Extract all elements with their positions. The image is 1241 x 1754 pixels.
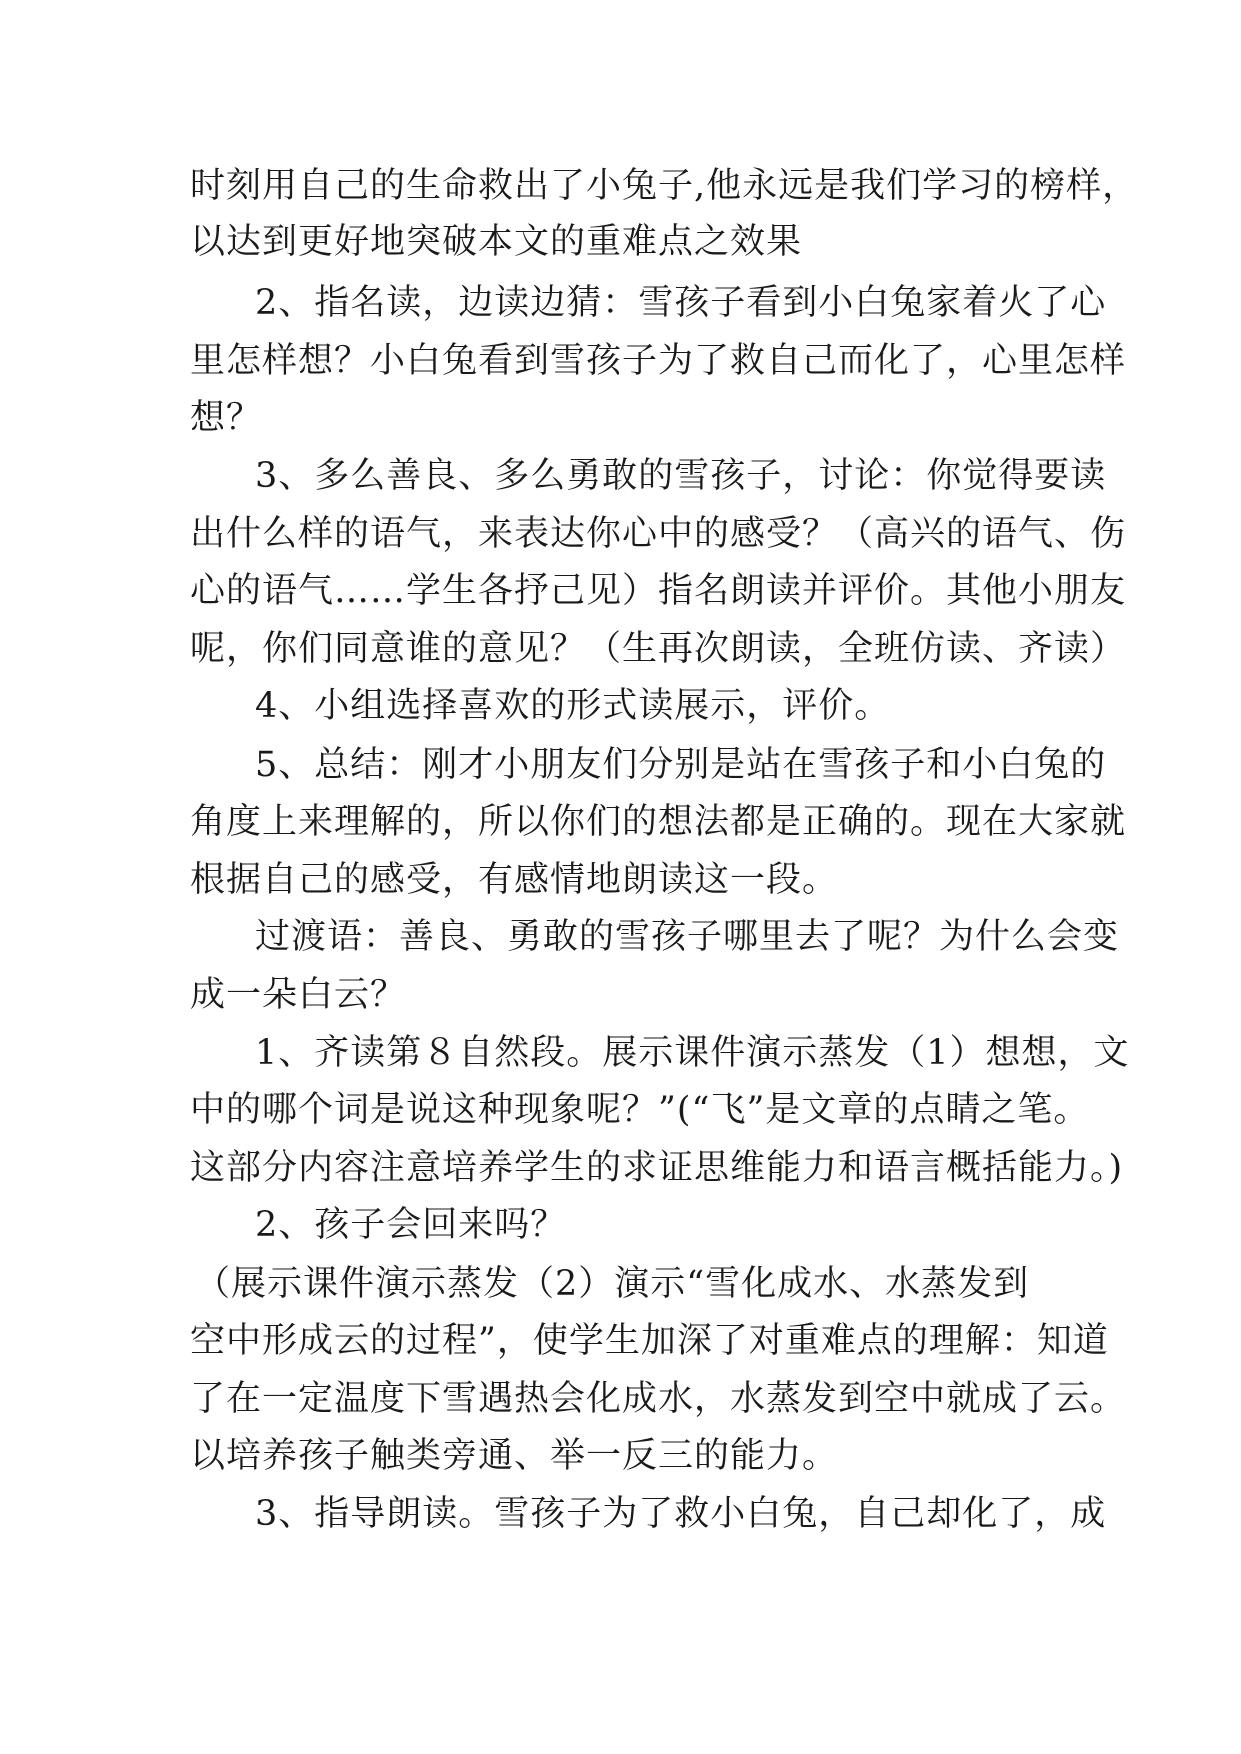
text-line: 3、多么善良、多么勇敢的雪孩子，讨论：你觉得要读: [255, 456, 1107, 496]
text-line: 出什么样的语气，来表达你心中的感受？（高兴的语气、伤: [190, 514, 1127, 554]
text-line: 5、总结：刚才小朋友们分别是站在雪孩子和小白兔的: [255, 745, 1107, 785]
text-line: 2、孩子会回来吗？: [255, 1205, 567, 1245]
text-line: 时刻用自己的生命救出了小兔子,他永远是我们学习的榜样，: [190, 166, 1139, 206]
text-line: 4、小组选择喜欢的形式读展示，评价。: [255, 686, 891, 726]
text-line: 以培养孩子触类旁通、举一反三的能力。: [190, 1436, 839, 1476]
text-line: 里怎样想？小白兔看到雪孩子为了救自己而化了，心里怎样: [190, 341, 1127, 381]
text-line: 中的哪个词是说这种现象呢？”(“飞”是文章的点睛之笔。: [190, 1090, 1090, 1130]
text-line: 呢，你们同意谁的意见？（生再次朗读，全班仿读、齐读）: [190, 629, 1127, 669]
text-line: 心的语气……学生各抒己见）指名朗读并评价。其他小朋友: [190, 571, 1127, 611]
text-line: 空中形成云的过程”，使学生加深了对重难点的理解：知道: [190, 1321, 1109, 1361]
text-line: 过渡语：善良、勇敢的雪孩子哪里去了呢？为什么会变: [255, 917, 1120, 957]
text-line: 了在一定温度下雪遇热会化成水，水蒸发到空中就成了云。: [190, 1379, 1127, 1419]
text-line: 这部分内容注意培养学生的求证思维能力和语言概括能力。): [190, 1148, 1124, 1188]
text-line: 成一朵白云？: [190, 975, 407, 1015]
text-line: 想？: [190, 398, 263, 438]
text-line: 1、齐读第８自然段。展示课件演示蒸发（1）想想，文: [255, 1033, 1130, 1073]
text-line: 根据自己的感受，有感情地朗读这一段。: [190, 860, 839, 900]
text-line: （展示课件演示蒸发（2）演示“雪化成水、水蒸发到: [195, 1264, 1030, 1304]
text-line: 2、指名读，边读边猜：雪孩子看到小白兔家着火了心: [255, 283, 1107, 323]
text-line: 以达到更好地突破本文的重难点之效果: [190, 222, 803, 262]
text-line: 3、指导朗读。雪孩子为了救小白兔，自己却化了，成: [255, 1494, 1107, 1534]
text-line: 角度上来理解的，所以你们的想法都是正确的。现在大家就: [190, 802, 1127, 842]
